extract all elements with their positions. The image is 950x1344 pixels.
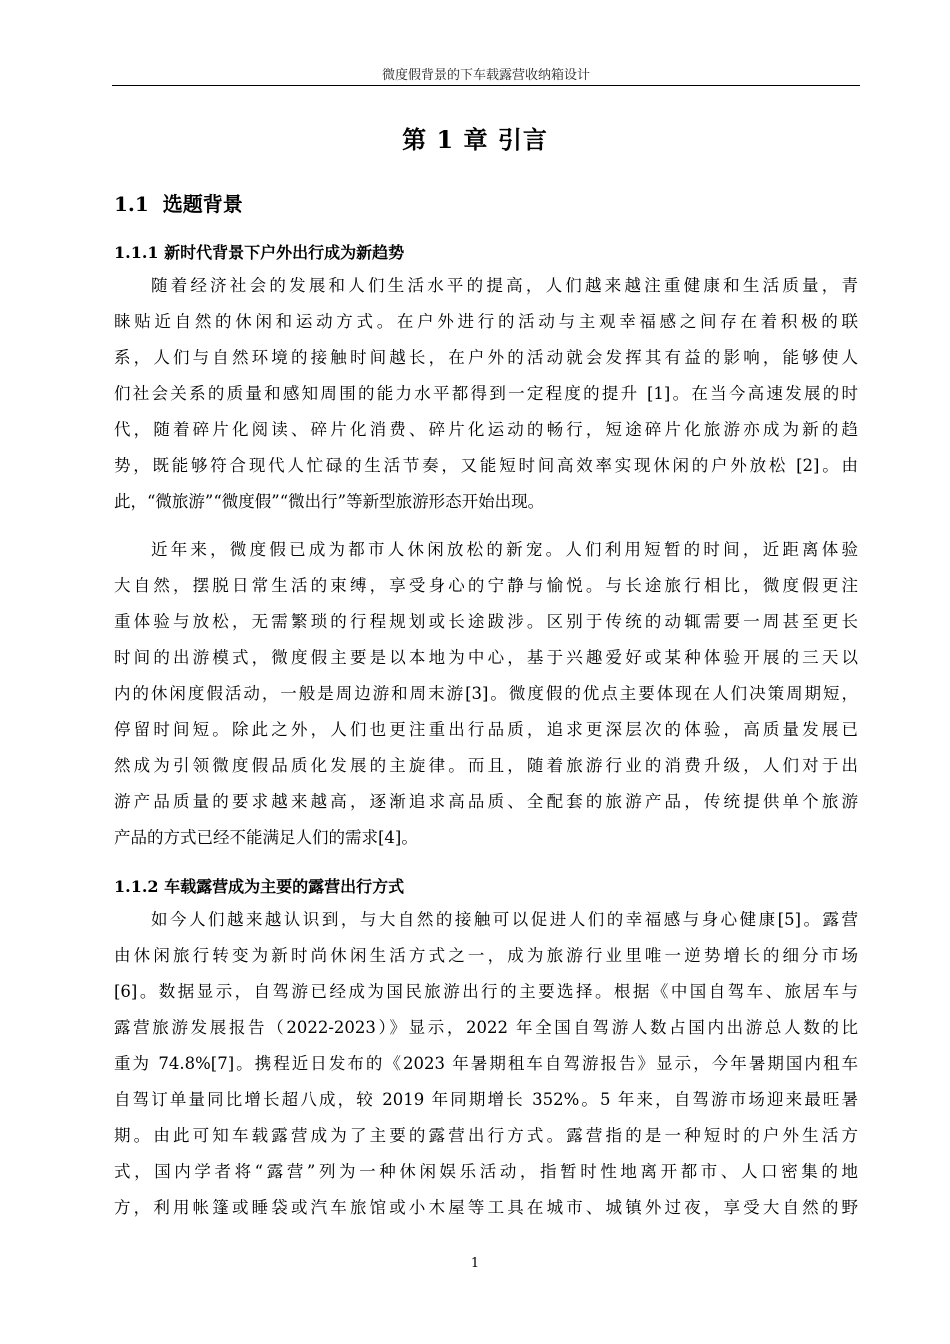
text-line: 时间的出游模式，微度假主要是以本地为中心，基于兴趣爱好或某种体验开展的三天以 (114, 648, 858, 667)
text-line: 停留时间短。除此之外，人们也更注重出行品质，追求更深层次的体验，高质量发展已 (114, 720, 858, 739)
text-line: 睐贴近自然的休闲和运动方式。在户外进行的活动与主观幸福感之间存在着积极的联 (114, 312, 858, 331)
text-line: 露营旅游发展报告（2022-2023）》显示，2022 年全国自驾游人数占国内出游总人数的比 (114, 1018, 858, 1037)
text-line: 然成为引领微度假品质化发展的主旋律。而且，随着旅游行业的消费升级，人们对于出 (114, 756, 858, 775)
text-line: 代，随着碎片化阅读、碎片化消费、碎片化运动的畅行，短途碎片化旅游亦成为新的趋 (114, 420, 858, 439)
text-line: 重为 74.8%[7]。携程近日发布的《2023 年暑期租车自驾游报告》显示，今年暑期国内租车 (114, 1054, 858, 1073)
text-line: 方，利用帐篷或睡袋或汽车旅馆或小木屋等工具在城市、城镇外过夜，享受大自然的野 (114, 1198, 858, 1217)
text-line: 重体验与放松，无需繁琐的行程规划或长途跋涉。区别于传统的动辄需要一周甚至更长 (114, 612, 858, 631)
page-number: 1 (470, 1256, 480, 1271)
section-number: 1.1 (114, 192, 149, 216)
text-line: 近年来，微度假已成为都市人休闲放松的新宠。人们利用短暂的时间，近距离体验 (151, 540, 858, 559)
header-rule (112, 85, 860, 86)
text-line: 大自然，摆脱日常生活的束缚，享受身心的宁静与愉悦。与长途旅行相比，微度假更注 (114, 576, 858, 595)
paragraph-2 (114, 532, 858, 856)
subsection-heading-1: 1.1.1 新时代背景下户外出行成为新趋势 (114, 243, 405, 262)
text-line: 期。由此可知车载露营成为了主要的露营出行方式。露营指的是一种短时的户外生活方 (114, 1126, 858, 1145)
text-line: 系，人们与自然环境的接触时间越长，在户外的活动就会发挥其有益的影响，能够使人 (114, 348, 858, 367)
text-line: 如今人们越来越认识到，与大自然的接触可以促进人们的幸福感与身心健康[5]。露营 (151, 910, 858, 929)
text-line: 式，国内学者将“露营”列为一种休闲娱乐活动，指暂时性地离开都市、人口密集的地 (114, 1162, 858, 1181)
section-title: 选题背景 (162, 192, 243, 216)
chapter-title: 第 1 章 引言 (402, 125, 548, 154)
text-line: 自驾订单量同比增长超八成，较 2019 年同期增长 352%。5 年来，自驾游市场迎来最旺暑 (114, 1090, 858, 1109)
paragraph-3 (114, 902, 858, 1226)
text-line: 由休闲旅行转变为新时尚休闲生活方式之一，成为旅游行业里唯一逆势增长的细分市场 (114, 946, 858, 965)
text-line: [6]。数据显示，自驾游已经成为国民旅游出行的主要选择。根据《中国自驾车、旅居车与 (114, 982, 858, 1001)
section-heading (114, 188, 243, 217)
paragraph-1 (114, 268, 858, 520)
running-header: 微度假背景的下车载露营收纳箱设计 (381, 68, 590, 83)
subsection-heading-2: 1.1.2 车载露营成为主要的露营出行方式 (114, 877, 405, 896)
text-line: 产品的方式已经不能满足人们的需求[4]。 (114, 828, 418, 847)
text-line: 势，既能够符合现代人忙碌的生活节奏，又能短时间高效率实现休闲的户外放松 [2]。由 (114, 456, 858, 475)
text-line: 此，“微旅游”“微度假”“微出行”等新型旅游形态开始出现。 (114, 492, 545, 511)
text-line: 游产品质量的要求越来越高，逐渐追求高品质、全配套的旅游产品，传统提供单个旅游 (114, 792, 858, 811)
text-line: 随着经济社会的发展和人们生活水平的提高，人们越来越注重健康和生活质量，青 (151, 276, 858, 295)
text-line: 内的休闲度假活动，一般是周边游和周末游[3]。微度假的优点主要体现在人们决策周期短， (114, 684, 858, 703)
text-line: 们社会关系的质量和感知周围的能力水平都得到一定程度的提升 [1]。在当今高速发展的时 (114, 384, 858, 403)
